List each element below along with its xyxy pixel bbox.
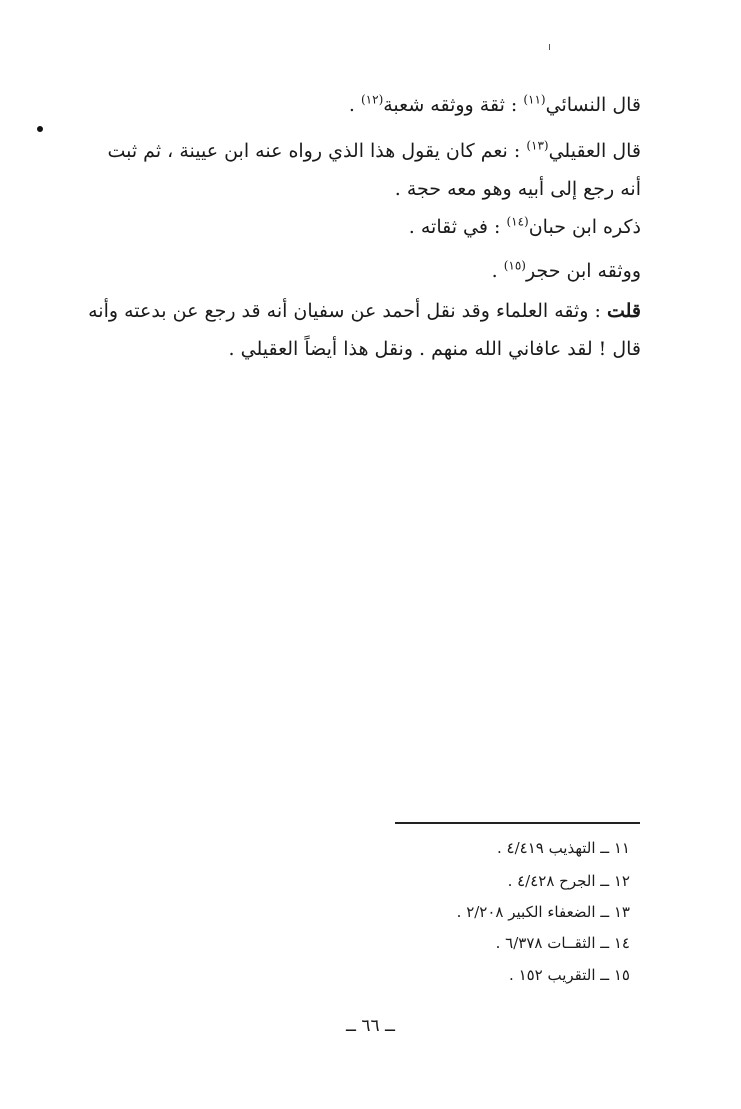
text: . <box>348 94 361 116</box>
footnote-13: ١٣ ــ الضعفاء الكبير ٢/٢٠٨ . <box>456 903 630 921</box>
paragraph-ibn-hibban <box>86 208 641 246</box>
footnote-ref: (١٤) <box>506 214 529 229</box>
page-number: ــ ٦٦ ــ <box>345 1016 395 1036</box>
footnote-ref: (١٢) <box>360 92 384 107</box>
footnote-11: ١١ ــ التهذيب ٤/٤١٩ . <box>496 839 630 857</box>
text: ذكره ابن حبان <box>528 216 641 238</box>
text: قال النسائي <box>545 94 641 116</box>
scan-mark <box>549 44 550 50</box>
qultu-label: قلت <box>606 300 641 322</box>
text: : وثقه العلماء وقد نقل أحمد عن سفيان أنه قد رجع عن بدعته وأنه قال ! لقد عافاني الله منهم . ونقل هذا أيضاً العقيلي . <box>88 300 641 360</box>
text: : في ثقاته . <box>408 216 507 238</box>
footnote-12: ١٢ ــ الجرح ٤/٤٢٨ . <box>507 872 630 890</box>
paragraph-uqaili <box>86 132 641 208</box>
text: ووثقه ابن حجر <box>525 260 641 282</box>
margin-dot <box>37 126 43 132</box>
text: . <box>491 260 504 282</box>
footnote-ref: (١٥) <box>503 258 526 273</box>
paragraph-ibn-hajar <box>86 252 641 290</box>
footnote-ref: (١٣) <box>526 138 549 153</box>
footnote-divider <box>395 822 640 824</box>
text: : ثقة ووثقه شعبة <box>383 94 524 116</box>
footnote-15: ١٥ ــ التقريب ١٥٢ . <box>509 966 630 984</box>
paragraph-nasai <box>86 86 641 124</box>
footnote-ref: (١١) <box>523 92 546 107</box>
text: قال العقيلي <box>548 140 641 162</box>
paragraph-qultu <box>86 292 641 368</box>
footnote-14: ١٤ ــ الثقــات ٦/٣٧٨ . <box>495 934 630 952</box>
text: : نعم كان يقول هذا الذي رواه عنه ابن عيينة ، ثم ثبت أنه رجع إلى أبيه وهو معه حجة . <box>107 140 641 200</box>
